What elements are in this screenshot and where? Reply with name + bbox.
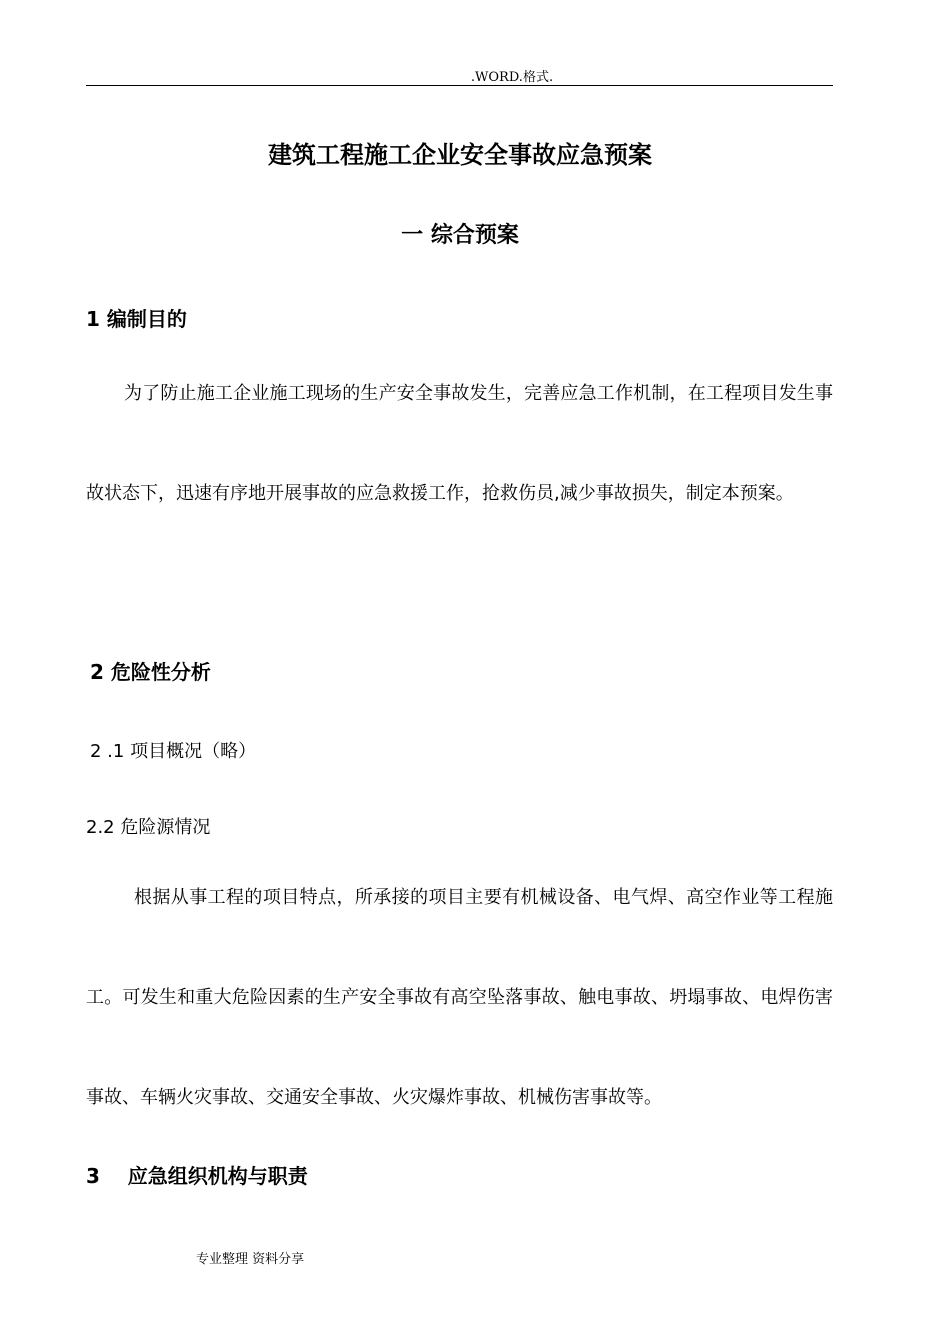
page-header: .WORD.格式.	[470, 70, 554, 85]
section-1-paragraph: 为了防止施工企业施工现场的生产安全事故发生，完善应急工作机制，在工程项目发生事故状态下，迅速有序地开展事故的应急救援工作，抢救伤员,减少事故损失，制定本预案。	[86, 383, 833, 504]
document-subtitle: 一 综合预案	[401, 223, 519, 248]
section-2-heading: 2 危险性分析	[90, 660, 211, 684]
document-title: 建筑工程施工企业安全事故应急预案	[268, 141, 652, 169]
section-2-paragraph: 根据从事工程的项目特点，所承接的项目主要有机械设备、电气焊、高空作业等工程施工。可发生和重大危险因素的生产安全事故有高空坠落事故、触电事故、坍塌事故、电焊伤害事故、车辆火灾事故、交通安全事故、火灾爆炸事故、机械伤害事故等。	[86, 887, 833, 1108]
section-1-heading: 1 编制目的	[86, 307, 187, 331]
section-3-heading: 3 应急组织机构与职责	[86, 1164, 308, 1188]
page-footer: 专业整理 资料分享	[196, 1252, 305, 1267]
section-2-1-heading: 2 .1 项目概况（略）	[90, 741, 257, 762]
section-2-2-heading: 2.2 危险源情况	[86, 817, 211, 838]
header-divider	[86, 85, 833, 86]
